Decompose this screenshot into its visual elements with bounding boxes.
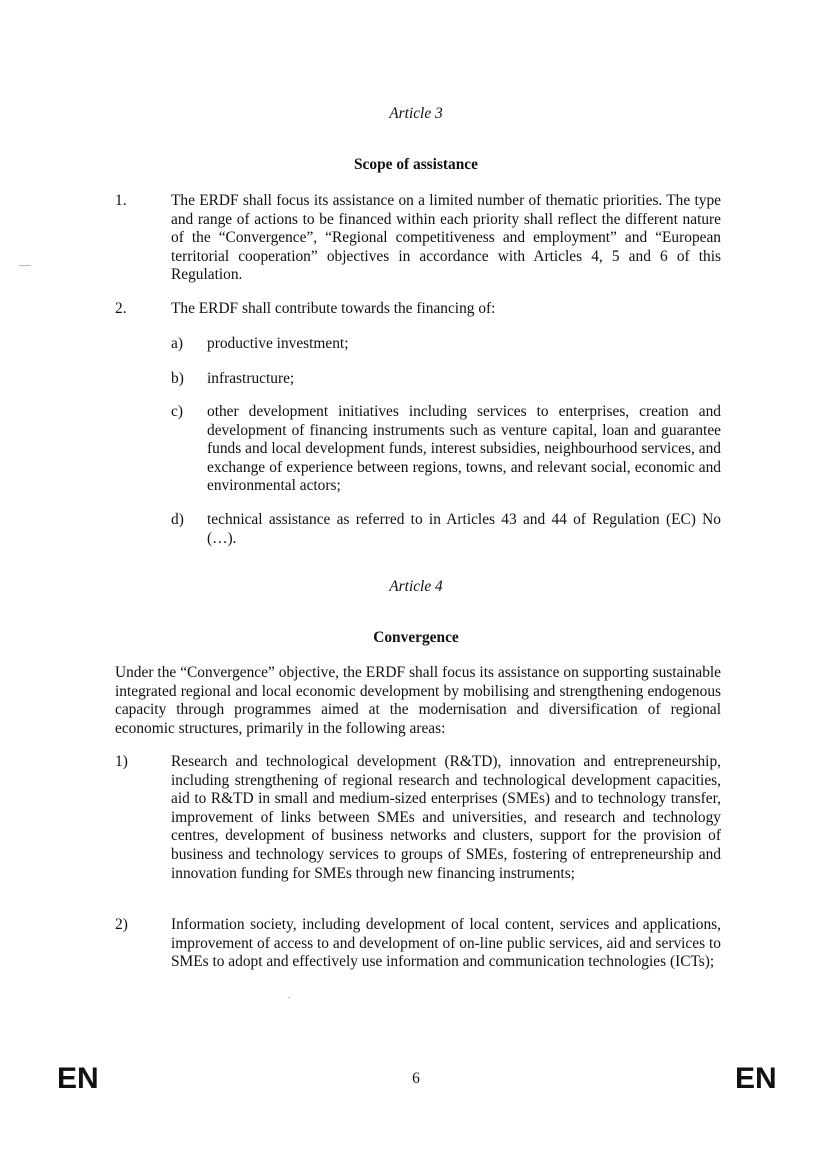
subitem-d-letter: d): [171, 511, 184, 528]
article-4-title: Convergence: [373, 629, 459, 646]
article-4-heading: Article 4: [389, 578, 443, 595]
article-4-intro: Under the “Convergence” objective, the ERDF shall focus its assistance on supporting sustainable integrated regional and local economic development by mobilising and strengthening endogenous capacity through programmes aimed at the modernisation and diversification of regional economic structures, primarily in the following areas:: [115, 664, 721, 737]
subitem-c-text: other development initiatives including services to enterprises, creation and development of financing instruments such as venture capital, loan and guarantee funds and local development funds, interest subsidies, neighbourhood services, and exchange of experience between regions, towns, and relevant social, economic and environmental actors;: [207, 403, 721, 495]
article-4-item-2-number: 2): [115, 916, 128, 933]
subitem-c-letter: c): [171, 403, 183, 420]
scan-speck: [19, 265, 31, 266]
scan-speck: [288, 997, 290, 998]
article-3-item-2-number: 2.: [115, 300, 127, 317]
subitem-d-text: technical assistance as referred to in Articles 43 and 44 of Regulation (EC) No (…).: [207, 511, 721, 547]
subitem-a-text: productive investment;: [207, 335, 349, 352]
subitem-b-letter: b): [171, 370, 184, 387]
page-number: 6: [412, 1070, 420, 1087]
article-3-heading: Article 3: [389, 105, 443, 122]
subitem-b-text: infrastructure;: [207, 370, 295, 387]
article-3-item-1-text: The ERDF shall focus its assistance on a limited number of thematic priorities. The type and range of actions to be financed within each priority shall reflect the different nature of the “Convergence”, “Regional competitiveness and employment” and “European territorial cooperation” objectives in accordance with Articles 4, 5 and 6 of this Regulation.: [171, 192, 721, 284]
article-4-item-2-text: Information society, including development of local content, services and applications, improvement of access to and development of on-line public services, aid and services to SMEs to adopt and effectively use information and communication technologies (ICTs);: [171, 916, 721, 971]
footer-language-right: EN: [735, 1062, 777, 1095]
article-4-item-1-number: 1): [115, 753, 128, 770]
footer-language-left: EN: [57, 1062, 99, 1095]
subitem-a-letter: a): [171, 335, 183, 352]
article-3-title: Scope of assistance: [354, 156, 478, 173]
article-3-item-1-number: 1.: [115, 192, 127, 209]
article-4-item-1-text: Research and technological development (R&TD), innovation and entrepreneurship, including strengthening of regional research and technological development capacities, aid to R&TD in small and medium-sized enterprises (SMEs) and to technology transfer, improvement of links between SMEs and universities, and research and technology centres, development of business networks and clusters, support for the provision of business and technology services to groups of SMEs, fostering of entrepreneurship and innovation funding for SMEs through new financing instruments;: [171, 753, 721, 882]
article-3-item-2-text: The ERDF shall contribute towards the financing of:: [171, 300, 496, 317]
